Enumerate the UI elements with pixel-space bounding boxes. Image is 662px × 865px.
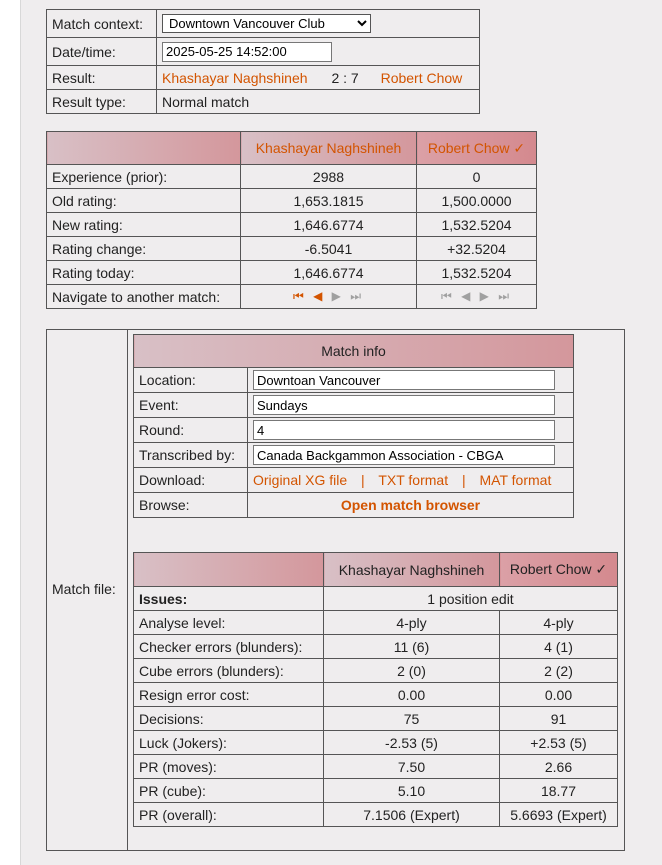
ratings-table: [46, 131, 537, 309]
event-label: Event:: [134, 393, 248, 418]
analysis-row-p1: 5.10: [324, 779, 500, 803]
browse-cell: [248, 493, 574, 518]
analysis-row-p2: 18.77: [500, 779, 618, 803]
round-label: Round:: [134, 418, 248, 443]
player2-navigation: [417, 285, 537, 309]
download-label: Download:: [134, 468, 248, 493]
analysis-row-label: PR (moves):: [134, 755, 324, 779]
transcribed-label: Transcribed by:: [134, 443, 248, 468]
analysis-row-label: Resign error cost:: [134, 683, 324, 707]
next-match-icon: ▶: [331, 289, 344, 303]
next-match-icon: ▶: [479, 289, 492, 303]
download-separator: |: [461, 472, 466, 488]
download-cell: [248, 468, 574, 493]
analysis-row-label: PR (cube):: [134, 779, 324, 803]
analysis-row-p1: 0.00: [324, 683, 500, 707]
ratings-row-p1: 1,646.6774: [241, 213, 417, 237]
analysis-table: [133, 552, 618, 827]
ratings-header-player1: [241, 132, 417, 165]
ratings-row-label: Experience (prior):: [47, 165, 241, 189]
analysis-header-player1: Khashayar Naghshineh: [324, 553, 500, 587]
analysis-row-p2: 91: [500, 707, 618, 731]
player2-link[interactable]: Robert Chow: [380, 69, 463, 86]
match-file-label-column: [47, 330, 128, 850]
result-label: Result:: [47, 66, 157, 90]
analysis-row-p1: 75: [324, 707, 500, 731]
analysis-row-p1: 7.50: [324, 755, 500, 779]
ratings-row-p1: 1,646.6774: [241, 261, 417, 285]
player1-link[interactable]: Khashayar Naghshineh: [162, 69, 308, 86]
location-cell: [248, 368, 574, 393]
result-cell: [157, 66, 480, 90]
analysis-row-label: Cube errors (blunders):: [134, 659, 324, 683]
match-context-table: [46, 9, 480, 114]
analysis-row-p1: 4-ply: [324, 611, 500, 635]
datetime-label: Date/time:: [47, 38, 157, 66]
previous-match-icon[interactable]: ◀: [313, 289, 326, 303]
match-score: 2 : 7: [331, 69, 359, 86]
ratings-row-p2: 1,532.5204: [417, 261, 537, 285]
ratings-row-p2: +32.5204: [417, 237, 537, 261]
ratings-row-label: Rating today:: [47, 261, 241, 285]
round-cell: [248, 418, 574, 443]
ratings-row-label: New rating:: [47, 213, 241, 237]
download-xg-link[interactable]: Original XG file: [253, 472, 348, 488]
match-info-table: [133, 334, 574, 518]
issues-label: Issues:: [134, 587, 324, 611]
analysis-row-p1: 7.1506 (Expert): [324, 803, 500, 827]
ratings-header-player2: [417, 132, 537, 165]
analysis-row-p2: 0.00: [500, 683, 618, 707]
location-input[interactable]: [253, 370, 555, 390]
match-info-title: Match info: [134, 335, 574, 368]
analysis-row-p2: 4 (1): [500, 635, 618, 659]
navigate-label: Navigate to another match:: [47, 285, 241, 309]
analysis-row-p1: -2.53 (5): [324, 731, 500, 755]
ratings-player1-link[interactable]: Khashayar Naghshineh: [255, 140, 402, 156]
analysis-row-p1: 11 (6): [324, 635, 500, 659]
context-cell: [157, 10, 480, 38]
first-match-icon[interactable]: ⏮: [292, 289, 307, 303]
datetime-input[interactable]: [162, 42, 332, 62]
analysis-row-p2: 4-ply: [500, 611, 618, 635]
ratings-row-p2: 1,500.0000: [417, 189, 537, 213]
result-type-value: Normal match: [157, 90, 480, 114]
context-label: Match context:: [47, 10, 157, 38]
datetime-cell: [157, 38, 480, 66]
match-context-select[interactable]: [162, 14, 371, 33]
location-label: Location:: [134, 368, 248, 393]
last-match-icon: ⏭: [350, 289, 365, 303]
analysis-row-label: Decisions:: [134, 707, 324, 731]
ratings-row-p1: -6.5041: [241, 237, 417, 261]
ratings-row-p2: 0: [417, 165, 537, 189]
match-file-label: Match file:: [52, 581, 116, 597]
player1-navigation: [241, 285, 417, 309]
download-txt-link[interactable]: TXT format: [378, 472, 449, 488]
result-type-label: Result type:: [47, 90, 157, 114]
previous-match-icon: ◀: [461, 289, 474, 303]
ratings-row-p1: 1,653.1815: [241, 189, 417, 213]
analysis-row-p2: 2 (2): [500, 659, 618, 683]
download-mat-link[interactable]: MAT format: [479, 472, 552, 488]
analysis-row-label: Luck (Jokers):: [134, 731, 324, 755]
transcribed-input[interactable]: [253, 445, 555, 465]
issues-value: 1 position edit: [324, 587, 618, 611]
event-cell: [248, 393, 574, 418]
analysis-row-label: Analyse level:: [134, 611, 324, 635]
ratings-header-blank: [47, 132, 241, 165]
last-match-icon: ⏭: [498, 289, 513, 303]
transcribed-cell: [248, 443, 574, 468]
analysis-row-label: Checker errors (blunders):: [134, 635, 324, 659]
analysis-row-p2: 2.66: [500, 755, 618, 779]
ratings-row-p2: 1,532.5204: [417, 213, 537, 237]
analysis-row-p2: +2.53 (5): [500, 731, 618, 755]
analysis-header-blank: [134, 553, 324, 587]
browse-label: Browse:: [134, 493, 248, 518]
ratings-row-p1: 2988: [241, 165, 417, 189]
open-match-browser-link[interactable]: Open match browser: [340, 497, 481, 513]
ratings-row-label: Rating change:: [47, 237, 241, 261]
ratings-player2-link[interactable]: Robert Chow ✓: [427, 139, 526, 156]
ratings-row-label: Old rating:: [47, 189, 241, 213]
analysis-header-player2: Robert Chow ✓: [500, 553, 618, 587]
event-input[interactable]: [253, 395, 555, 415]
download-separator: |: [361, 472, 365, 488]
analysis-row-p1: 2 (0): [324, 659, 500, 683]
analysis-row-label: PR (overall):: [134, 803, 324, 827]
first-match-icon: ⏮: [440, 289, 455, 303]
round-input[interactable]: [253, 420, 555, 440]
analysis-row-p2: 5.6693 (Expert): [500, 803, 618, 827]
